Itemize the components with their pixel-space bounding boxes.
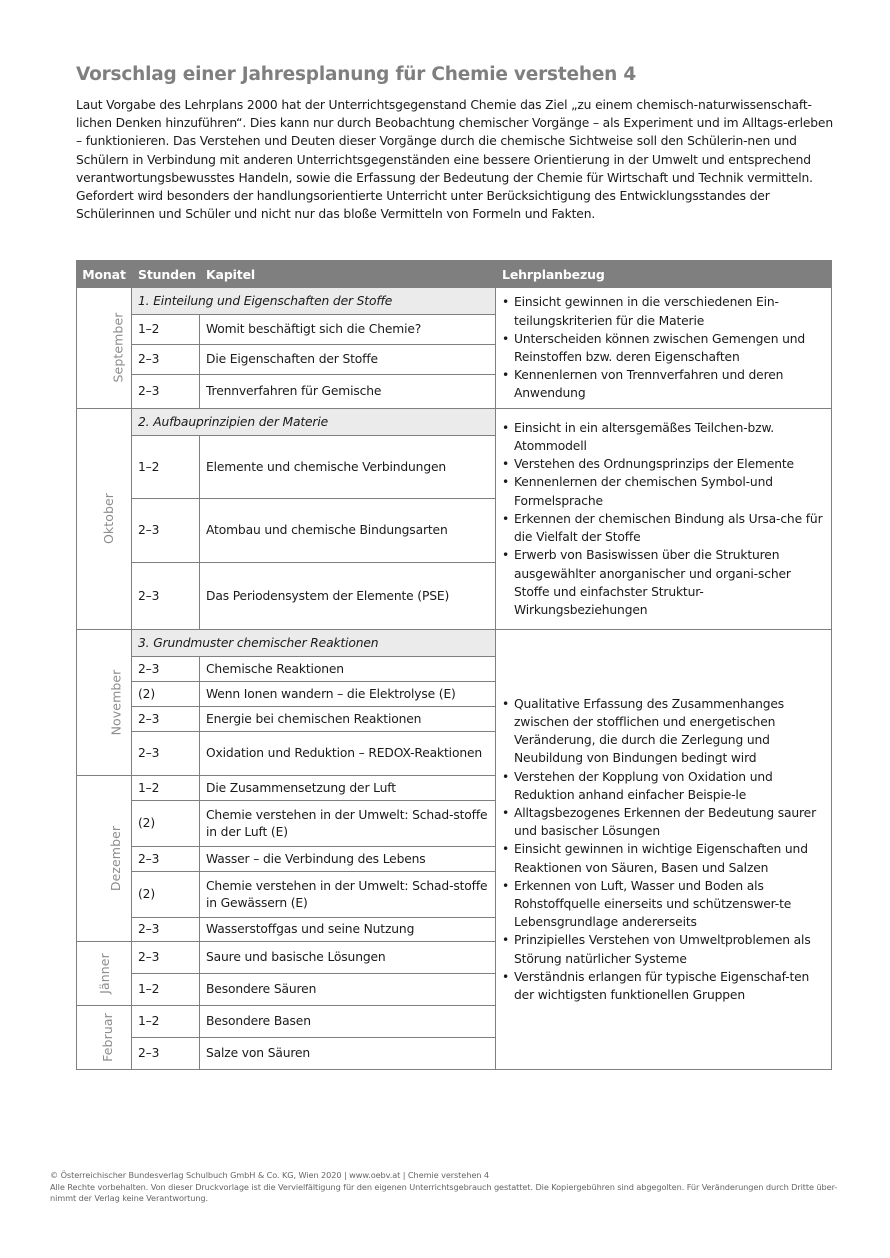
hours-cell: 2–3 (132, 499, 200, 563)
hours-cell: 2–3 (132, 942, 200, 974)
hours-cell: 2–3 (132, 847, 200, 872)
topic-cell: Chemie verstehen in der Umwelt: Schad-stoffe in der Luft (E) (200, 801, 496, 847)
intro-text (76, 96, 838, 223)
topic-cell: Wasser – die Verbindung des Lebens (200, 847, 496, 872)
curriculum-item: • Prinzipielles Verstehen von Umweltproblemen als Störung natürlicher Systeme (514, 931, 825, 967)
curriculum-item: • Verstehen der Kopplung von Oxidation und Reduktion anhand einfacher Beispie-le (514, 768, 825, 804)
curriculum-cell (496, 630, 832, 1070)
chapter-row (77, 630, 832, 657)
hours-cell: 2–3 (132, 345, 200, 375)
header-hours: Stunden (132, 261, 200, 288)
chapter-row (77, 409, 832, 436)
topic-cell: Besondere Säuren (200, 974, 496, 1006)
curriculum-list (502, 695, 825, 1004)
hours-cell: 2–3 (132, 563, 200, 630)
hours-cell: 1–2 (132, 436, 200, 499)
hours-cell: 2–3 (132, 732, 200, 776)
topic-cell: Die Zusammensetzung der Luft (200, 776, 496, 801)
month-label: Jänner (96, 952, 112, 994)
month-label: Februar (99, 1012, 115, 1062)
month-label: Oktober (101, 492, 117, 545)
hours-cell: 1–2 (132, 1006, 200, 1038)
curriculum-list (502, 293, 825, 402)
hours-cell: 2–3 (132, 657, 200, 682)
header-chapter: Kapitel (200, 261, 496, 288)
curriculum-item: • Erwerb von Basiswissen über die Strukturen ausgewählter anorganischer und organi-scher Stoffe und einfachster Struktur-Wirkungsbeziehungen (514, 546, 825, 619)
curriculum-cell (496, 288, 832, 409)
topic-cell: Wenn Ionen wandern – die Elektrolyse (E) (200, 682, 496, 707)
curriculum-item: • Verstehen des Ordnungsprinzips der Elemente (514, 455, 825, 473)
topic-cell: Atombau und chemische Bindungsarten (200, 499, 496, 563)
topic-cell: Chemie verstehen in der Umwelt: Schad-stoffe in Gewässern (E) (200, 872, 496, 918)
hours-cell: 2–3 (132, 918, 200, 942)
month-label: September (110, 312, 126, 383)
curriculum-item: • Einsicht gewinnen in wichtige Eigenschaften und Reaktionen von Säuren, Basen und Salzen (514, 840, 825, 876)
chapter-heading (132, 288, 496, 315)
curriculum-item: • Einsicht gewinnen in die verschiedenen Ein-teilungskriterien für die Materie (514, 293, 825, 329)
topic-cell: Womit beschäftigt sich die Chemie? (200, 315, 496, 345)
chapter-title: 3. Grundmuster chemischer Reaktionen (138, 635, 379, 650)
curriculum-item: • Erkennen von Luft, Wasser und Boden als Rohstoffquelle einerseits und schützenswer-te Lebensgrundlage andererseits (514, 877, 825, 932)
curriculum-item: • Alltagsbezogenes Erkennen der Bedeutung saurer und basischer Lösungen (514, 804, 825, 840)
topic-cell: Elemente und chemische Verbindungen (200, 436, 496, 499)
month-label: November (108, 669, 124, 735)
hours-cell: 2–3 (132, 707, 200, 732)
hours-cell: 1–2 (132, 974, 200, 1006)
month-cell-oktober (77, 409, 132, 630)
curriculum-item: • Kennenlernen von Trennverfahren und deren Anwendung (514, 366, 825, 402)
topic-cell: Saure und basische Lösungen (200, 942, 496, 974)
intro-paragraph: Laut Vorgabe des Lehrplans 2000 hat der Unterrichtsgegenstand Chemie das Ziel „zu einem chemisch-naturwissenschaft-lichen Denken hinzuführen“. Dies kann nur durch Beobachtung chemischer Vorgänge – als Experiment und im Alltags-erleben – funktionieren. Das Verstehen und Deuten dieser Vorgänge durch die chemische Sichtweise soll den Schülerin-nen und Schülern in Verbindung mit anderen Unterrichtsgegenständen eine bessere Orientierung in der Umwelt und entsprechend verantwortungsbewusstes Handeln, sowie die Erfassung der Bedeutung der Chemie für Wirtschaft und Technik vermitteln. (76, 98, 833, 185)
curriculum-item: • Qualitative Erfassung des Zusammenhanges zwischen der stofflichen und energetischen Veränderung, die durch die Zerlegung und Neubildung von Bindungen bedingt wird (514, 695, 825, 768)
hours-cell: (2) (132, 682, 200, 707)
copyright-line: © Österreichischer Bundesverlag Schulbuch GmbH & Co. KG, Wien 2020 | www.oebv.at | Chemie verstehen 4 (50, 1170, 489, 1180)
chapter-row (77, 288, 832, 315)
month-cell-jaenner (77, 942, 132, 1006)
footer (50, 1170, 840, 1205)
header-curriculum: Lehrplanbezug (496, 261, 832, 288)
month-cell-dezember (77, 776, 132, 942)
header-month: Monat (77, 261, 132, 288)
topic-cell: Besondere Basen (200, 1006, 496, 1038)
curriculum-item: • Verständnis erlangen für typische Eigenschaf-ten der wichtigsten funktionellen Gruppen (514, 968, 825, 1004)
curriculum-list (502, 419, 825, 619)
topic-cell: Wasserstoffgas und seine Nutzung (200, 918, 496, 942)
intro-paragraph: Gefordert wird besonders der handlungsorientierte Unterricht unter Berücksichtigung des Entwicklungsstandes der Schülerinnen und Schüler und nicht nur das bloße Vermitteln von Formeln und Fakten. (76, 189, 770, 222)
curriculum-item: • Kennenlernen der chemischen Symbol-und Formelsprache (514, 473, 825, 509)
curriculum-item: • Einsicht in ein altersgemäßes Teilchen-bzw. Atommodell (514, 419, 825, 455)
curriculum-item: • Erkennen der chemischen Bindung als Ursa-che für die Vielfalt der Stoffe (514, 510, 825, 546)
month-cell-november (77, 630, 132, 776)
table-header-row (77, 261, 832, 288)
chapter-heading (132, 409, 496, 436)
topic-cell: Oxidation und Reduktion – REDOX-Reaktionen (200, 732, 496, 776)
month-cell-februar (77, 1006, 132, 1070)
topic-cell: Chemische Reaktionen (200, 657, 496, 682)
month-label: Dezember (108, 825, 124, 891)
hours-cell: 1–2 (132, 315, 200, 345)
chapter-title: 2. Aufbauprinzipien der Materie (138, 414, 328, 429)
chapter-title: 1. Einteilung und Eigenschaften der Stoffe (138, 293, 393, 308)
hours-cell: 1–2 (132, 776, 200, 801)
annual-plan-table (76, 260, 832, 1070)
chapter-heading (132, 630, 496, 657)
topic-cell: Energie bei chemischen Reaktionen (200, 707, 496, 732)
hours-cell: (2) (132, 872, 200, 918)
curriculum-cell (496, 409, 832, 630)
topic-cell: Die Eigenschaften der Stoffe (200, 345, 496, 375)
hours-cell: 2–3 (132, 375, 200, 409)
month-cell-september (77, 288, 132, 409)
topic-cell: Das Periodensystem der Elemente (PSE) (200, 563, 496, 630)
hours-cell: (2) (132, 801, 200, 847)
topic-cell: Salze von Säuren (200, 1038, 496, 1070)
page-title: Vorschlag einer Jahresplanung für Chemie verstehen 4 (76, 64, 637, 85)
curriculum-item: • Unterscheiden können zwischen Gemengen und Reinstoffen bzw. deren Eigenschaften (514, 330, 825, 366)
hours-cell: 2–3 (132, 1038, 200, 1070)
rights-notice: Alle Rechte vorbehalten. Von dieser Druckvorlage ist die Vervielfältigung für den eigenen Unterrichtsgebrauch gestattet. Die Kopiergebühren sind abgegolten. Für Veränderungen durch Dritte über-nimmt der Verlag keine Verantwortung. (50, 1181, 838, 1204)
topic-cell: Trennverfahren für Gemische (200, 375, 496, 409)
